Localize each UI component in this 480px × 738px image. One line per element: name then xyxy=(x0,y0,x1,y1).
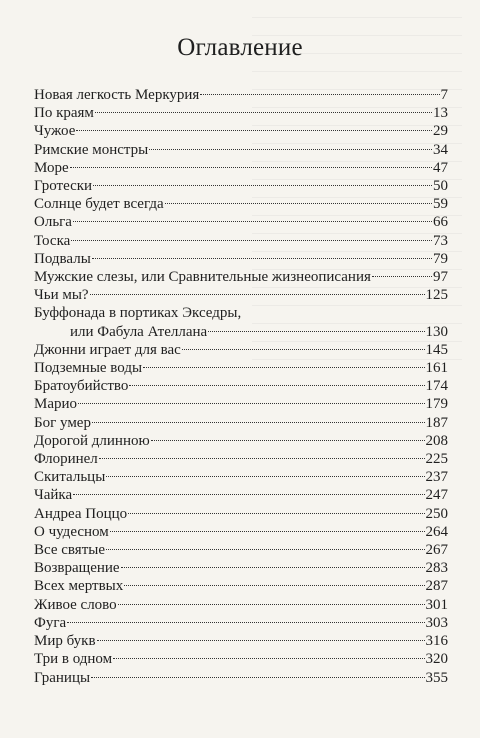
toc-page-number: 66 xyxy=(433,214,448,231)
toc-entry xyxy=(34,614,448,632)
toc-entry xyxy=(34,359,448,377)
toc-entry-title: Фуга xyxy=(34,614,67,631)
dot-leader xyxy=(73,221,432,222)
toc-entry-title: Подземные воды xyxy=(34,360,143,377)
dot-leader xyxy=(90,294,425,295)
dot-leader xyxy=(93,185,432,186)
toc-entry xyxy=(34,304,448,340)
toc-entry-title: Все святые xyxy=(34,542,105,559)
toc-entry-line xyxy=(34,359,448,377)
toc-entry xyxy=(34,486,448,504)
dot-leader xyxy=(106,476,424,477)
toc-page-number: 187 xyxy=(425,414,448,431)
toc-entry-line xyxy=(34,650,448,668)
toc-entry-line xyxy=(34,669,448,687)
toc-page-number: 79 xyxy=(433,250,448,267)
toc-entry-line xyxy=(34,395,448,413)
toc-entry-line xyxy=(34,559,448,577)
toc-page-number: 47 xyxy=(433,159,448,176)
dot-leader xyxy=(372,276,432,277)
toc-entry xyxy=(34,286,448,304)
toc-page-number: 13 xyxy=(433,105,448,122)
toc-entry-line xyxy=(34,213,448,231)
toc-entry-title: Чайка xyxy=(34,487,73,504)
toc-page-number: 7 xyxy=(440,87,448,103)
toc-entry xyxy=(34,596,448,614)
toc-entry xyxy=(34,195,448,213)
toc-entry-line xyxy=(34,177,448,195)
toc-entry xyxy=(34,577,448,595)
toc-entry-line xyxy=(34,286,448,304)
toc-entry xyxy=(34,650,448,668)
toc-page-number: 97 xyxy=(433,269,448,286)
toc-entry-title: Три в одном xyxy=(34,651,113,668)
dot-leader xyxy=(149,149,432,150)
dot-leader xyxy=(78,403,424,404)
dot-leader xyxy=(143,367,424,368)
toc-page-number: 267 xyxy=(425,542,448,559)
toc-page-number: 179 xyxy=(425,396,448,413)
toc-entry xyxy=(34,377,448,395)
dot-leader xyxy=(128,513,424,514)
toc-entry-line xyxy=(34,122,448,140)
toc-page-number: 34 xyxy=(433,141,448,158)
dot-leader xyxy=(99,458,425,459)
dot-leader xyxy=(71,240,432,241)
dot-leader xyxy=(200,94,439,95)
toc-page-number: 59 xyxy=(433,196,448,213)
toc-entry-title: Возвращение xyxy=(34,560,120,577)
toc-entry-line xyxy=(34,232,448,250)
toc-entry xyxy=(34,523,448,541)
toc-entry xyxy=(34,541,448,559)
toc-entry-line xyxy=(34,250,448,268)
toc-entry-title: Флоринел xyxy=(34,451,98,468)
toc-entry xyxy=(34,341,448,359)
dot-leader xyxy=(208,331,424,332)
toc-entry xyxy=(34,414,448,432)
toc-entry-line xyxy=(34,596,448,614)
dot-leader xyxy=(106,549,425,550)
toc-entry-title: Подвалы xyxy=(34,250,91,267)
dot-leader xyxy=(92,422,425,423)
toc-entry xyxy=(34,177,448,195)
toc-entry xyxy=(34,559,448,577)
toc-entry-title: Братоубийство xyxy=(34,378,129,395)
table-of-contents xyxy=(34,86,448,687)
toc-entry-title: Андреа Поццо xyxy=(34,505,128,522)
toc-page-number: 50 xyxy=(433,178,448,195)
toc-entry-title: Тоска xyxy=(34,232,71,249)
toc-page-number: 237 xyxy=(425,469,448,486)
toc-entry-line xyxy=(34,104,448,122)
toc-entry xyxy=(34,232,448,250)
toc-entry-title: Дорогой длинною xyxy=(34,432,150,449)
dot-leader xyxy=(92,258,432,259)
dot-leader xyxy=(97,640,425,641)
toc-entry xyxy=(34,122,448,140)
dot-leader xyxy=(182,349,425,350)
toc-entry xyxy=(34,250,448,268)
toc-entry-title: По краям xyxy=(34,105,94,122)
toc-entry-title: Марио xyxy=(34,396,78,413)
dot-leader xyxy=(73,494,424,495)
toc-entry xyxy=(34,432,448,450)
dot-leader xyxy=(76,130,432,131)
toc-entry-title: Солнце будет всегда xyxy=(34,196,164,213)
toc-entry-line xyxy=(34,268,448,286)
toc-entry-title: Ольга xyxy=(34,214,72,231)
toc-entry-line xyxy=(34,632,448,650)
toc-entry-line xyxy=(34,486,448,504)
toc-entry-line xyxy=(34,323,448,341)
dot-leader xyxy=(110,531,425,532)
toc-page-number: 264 xyxy=(425,523,448,540)
toc-entry-line xyxy=(34,304,448,322)
dot-leader xyxy=(165,203,432,204)
toc-page-number: 247 xyxy=(425,487,448,504)
toc-entry-line xyxy=(34,432,448,450)
toc-entry-title: Живое слово xyxy=(34,596,117,613)
dot-leader xyxy=(151,440,425,441)
toc-entry-line xyxy=(34,414,448,432)
toc-page-number: 301 xyxy=(425,596,448,613)
toc-entry-line xyxy=(34,450,448,468)
toc-page-number: 130 xyxy=(425,323,448,340)
toc-page-number: 174 xyxy=(425,378,448,395)
toc-entry-title: Мир букв xyxy=(34,633,96,650)
toc-entry-title: Чужое xyxy=(34,123,76,140)
toc-entry-line xyxy=(34,341,448,359)
toc-page-number: 161 xyxy=(425,360,448,377)
toc-entry-title: Границы xyxy=(34,669,91,686)
toc-entry-title: О чудесном xyxy=(34,523,109,540)
toc-page-number: 225 xyxy=(425,451,448,468)
toc-entry xyxy=(34,395,448,413)
dot-leader xyxy=(118,604,425,605)
toc-entry xyxy=(34,468,448,486)
dot-leader xyxy=(121,567,425,568)
toc-entry-title: Джонни играет для вас xyxy=(34,341,181,358)
toc-page-number: 303 xyxy=(425,614,448,631)
toc-page-number: 287 xyxy=(425,578,448,595)
toc-entry xyxy=(34,86,448,104)
toc-page-number: 145 xyxy=(425,341,448,358)
toc-page-number: 283 xyxy=(425,560,448,577)
toc-page-number: 250 xyxy=(425,505,448,522)
toc-entry-line xyxy=(34,541,448,559)
toc-entry xyxy=(34,450,448,468)
toc-entry-line xyxy=(34,614,448,632)
toc-page-number: 29 xyxy=(433,123,448,140)
dot-leader xyxy=(124,585,424,586)
dot-leader xyxy=(70,167,432,168)
toc-entry xyxy=(34,159,448,177)
toc-entry-line xyxy=(34,377,448,395)
toc-entry xyxy=(34,213,448,231)
toc-entry-title: Гротески xyxy=(34,178,93,195)
dot-leader xyxy=(113,658,424,659)
toc-entry-title: Буффонада в портиках Экседры, xyxy=(34,305,242,322)
dot-leader xyxy=(91,677,424,678)
toc-entry-title: Новая легкость Меркурия xyxy=(34,87,200,103)
toc-page-number: 208 xyxy=(425,432,448,449)
toc-entry xyxy=(34,141,448,159)
toc-entry xyxy=(34,104,448,122)
page-title: Оглавление xyxy=(177,34,303,61)
toc-entry-line xyxy=(34,505,448,523)
toc-entry-line xyxy=(34,86,448,104)
toc-entry-line xyxy=(34,523,448,541)
toc-entry-title: Римские монстры xyxy=(34,141,149,158)
toc-page-number: 73 xyxy=(433,232,448,249)
toc-entry-title: Скитальцы xyxy=(34,469,106,486)
toc-page-number: 355 xyxy=(425,669,448,686)
toc-entry-title: Море xyxy=(34,159,69,176)
toc-entry-line xyxy=(34,468,448,486)
toc-page-number: 316 xyxy=(425,633,448,650)
toc-entry-title: Бог умер xyxy=(34,414,91,431)
toc-page-number: 320 xyxy=(425,651,448,668)
toc-entry-line xyxy=(34,159,448,177)
dot-leader xyxy=(95,112,432,113)
toc-entry-title: Всех мертвых xyxy=(34,578,124,595)
dot-leader xyxy=(129,385,424,386)
toc-entry-line xyxy=(34,577,448,595)
toc-entry-line xyxy=(34,141,448,159)
toc-entry-title: Мужские слезы, или Сравнительные жизнеописания xyxy=(34,269,371,286)
dot-leader xyxy=(67,622,424,623)
toc-entry xyxy=(34,632,448,650)
toc-entry xyxy=(34,268,448,286)
toc-page-number: 125 xyxy=(425,287,448,304)
toc-entry xyxy=(34,505,448,523)
toc-entry-line xyxy=(34,195,448,213)
toc-entry xyxy=(34,669,448,687)
toc-entry-title-continued: или Фабула Ателлана xyxy=(70,323,208,340)
toc-entry-title: Чьи мы? xyxy=(34,287,89,304)
